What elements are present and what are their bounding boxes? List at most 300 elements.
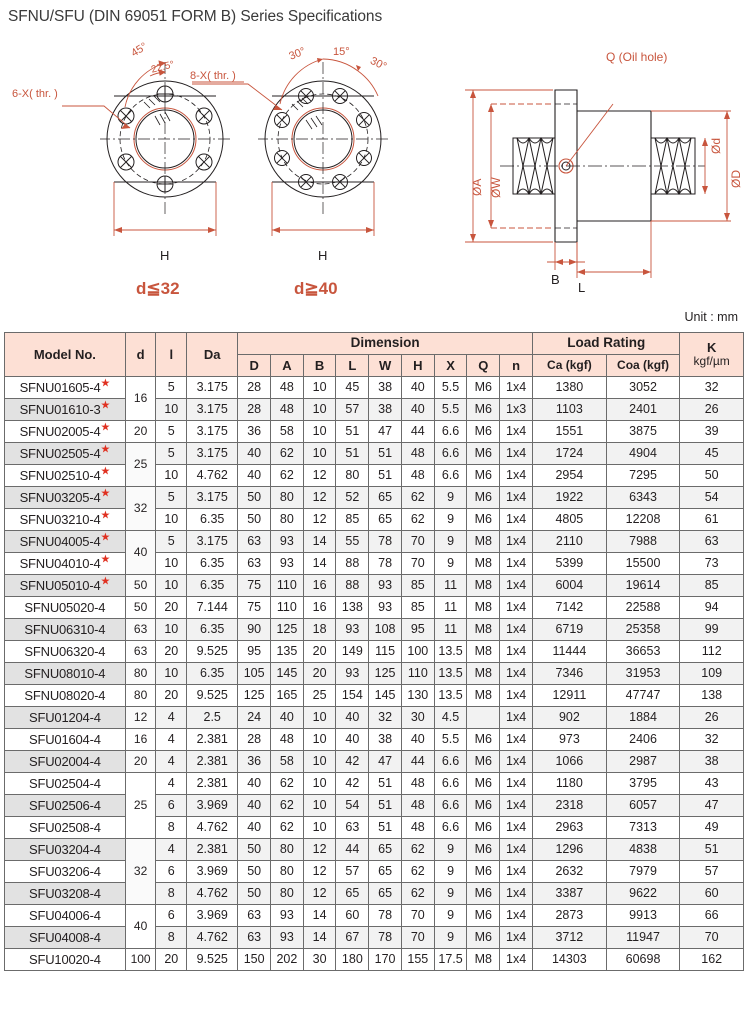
cell-k: 32 (680, 729, 744, 751)
cell-dim-x: 5.5 (434, 729, 467, 751)
cell-dim-d: 40 (238, 773, 271, 795)
cell-da: 9.525 (187, 641, 238, 663)
cell-dim-b: 12 (303, 883, 336, 905)
cell-d: 80 (125, 663, 156, 685)
table-row (5, 861, 744, 883)
cell-dim-l: 154 (336, 685, 369, 707)
cell-dim-a: 80 (271, 861, 304, 883)
table-row (5, 663, 744, 685)
cell-dim-n: 1x4 (500, 773, 533, 795)
cell-l: 4 (156, 773, 187, 795)
cell-dim-d: 24 (238, 707, 271, 729)
cell-dim-l: 42 (336, 751, 369, 773)
cell-da: 6.35 (187, 619, 238, 641)
cell-dim-q: M6 (467, 443, 500, 465)
cell-dim-n: 1x4 (500, 949, 533, 971)
cell-k: 57 (680, 861, 744, 883)
cell-dim-b: 12 (303, 487, 336, 509)
cell-dim-l: 54 (336, 795, 369, 817)
cell-dim-n: 1x4 (500, 751, 533, 773)
cell-model: SFU03204-4 (5, 839, 126, 861)
cell-model: SFNU02005-4★ (5, 421, 126, 443)
cell-dim-d: 36 (238, 751, 271, 773)
cell-dim-n: 1x4 (500, 663, 533, 685)
cell-dim-b: 18 (303, 619, 336, 641)
cell-dim-h: 48 (401, 465, 434, 487)
cell-model: SFU02504-4 (5, 773, 126, 795)
cell-dim-h: 40 (401, 377, 434, 399)
header-dim-w: W (369, 355, 402, 377)
cell-dim-q: M6 (467, 509, 500, 531)
cell-d: 25 (125, 443, 156, 487)
cell-dim-h: 110 (401, 663, 434, 685)
cell-dim-q: M6 (467, 927, 500, 949)
cell-dim-x: 6.6 (434, 817, 467, 839)
cell-da: 3.175 (187, 531, 238, 553)
table-row (5, 421, 744, 443)
table-row (5, 377, 744, 399)
cell-l: 5 (156, 487, 187, 509)
cell-l: 5 (156, 443, 187, 465)
cell-dim-w: 38 (369, 399, 402, 421)
model-star-marker: ★ (100, 553, 111, 566)
specifications-table-container (4, 332, 744, 971)
cell-dim-b: 10 (303, 795, 336, 817)
cell-dim-x: 4.5 (434, 707, 467, 729)
cell-dim-x: 6.6 (434, 751, 467, 773)
header-dim-n: n (500, 355, 533, 377)
cell-dim-h: 30 (401, 707, 434, 729)
table-row (5, 905, 744, 927)
cell-dim-l: 149 (336, 641, 369, 663)
cell-dim-b: 10 (303, 377, 336, 399)
cell-k: 109 (680, 663, 744, 685)
cell-coa: 3875 (606, 421, 680, 443)
cell-dim-l: 51 (336, 443, 369, 465)
cell-dim-d: 50 (238, 487, 271, 509)
cell-dim-x: 9 (434, 927, 467, 949)
cell-dim-l: 52 (336, 487, 369, 509)
cell-da: 3.969 (187, 905, 238, 927)
cell-l: 4 (156, 707, 187, 729)
table-row (5, 399, 744, 421)
cell-dim-a: 58 (271, 751, 304, 773)
cell-dim-l: 60 (336, 905, 369, 927)
cell-l: 6 (156, 795, 187, 817)
cell-dim-w: 32 (369, 707, 402, 729)
cell-dim-b: 10 (303, 421, 336, 443)
cell-dim-w: 78 (369, 927, 402, 949)
cell-dim-l: 85 (336, 509, 369, 531)
middle-angle-right: 30° (368, 54, 389, 74)
cell-ca: 1724 (533, 443, 607, 465)
cell-dim-n: 1x4 (500, 553, 533, 575)
cell-coa: 7988 (606, 531, 680, 553)
cell-coa: 7979 (606, 861, 680, 883)
cell-dim-q: M8 (467, 663, 500, 685)
cell-k: 162 (680, 949, 744, 971)
cell-dim-x: 13.5 (434, 663, 467, 685)
cell-coa: 15500 (606, 553, 680, 575)
cell-d: 40 (125, 905, 156, 949)
cell-coa: 12208 (606, 509, 680, 531)
cell-l: 8 (156, 883, 187, 905)
header-dimension-group: Dimension (238, 333, 533, 355)
table-row (5, 817, 744, 839)
model-star-marker: ★ (100, 465, 111, 478)
cell-dim-n: 1x4 (500, 927, 533, 949)
cell-model: SFNU04005-4★ (5, 531, 126, 553)
cell-da: 2.381 (187, 729, 238, 751)
cell-ca: 2318 (533, 795, 607, 817)
cell-dim-l: 57 (336, 861, 369, 883)
cell-dim-l: 67 (336, 927, 369, 949)
cell-dim-a: 62 (271, 773, 304, 795)
header-k (680, 333, 744, 377)
cell-ca: 3387 (533, 883, 607, 905)
model-star-marker: ★ (100, 487, 111, 500)
cell-dim-n: 1x3 (500, 399, 533, 421)
model-star-marker: ★ (100, 377, 111, 390)
cell-dim-h: 155 (401, 949, 434, 971)
cell-dim-w: 93 (369, 575, 402, 597)
cell-d: 16 (125, 377, 156, 421)
cell-dim-l: 63 (336, 817, 369, 839)
cell-dim-d: 40 (238, 795, 271, 817)
cell-model: SFU01604-4 (5, 729, 126, 751)
table-row (5, 575, 744, 597)
cell-dim-n: 1x4 (500, 377, 533, 399)
cell-dim-q: M6 (467, 751, 500, 773)
cell-dim-l: 65 (336, 883, 369, 905)
cell-da: 6.35 (187, 663, 238, 685)
cell-coa: 25358 (606, 619, 680, 641)
cell-k: 50 (680, 465, 744, 487)
cell-d: 100 (125, 949, 156, 971)
cell-dim-w: 51 (369, 465, 402, 487)
model-star-marker: ★ (100, 509, 111, 522)
cell-da: 7.144 (187, 597, 238, 619)
cell-k: 26 (680, 399, 744, 421)
cell-dim-b: 16 (303, 575, 336, 597)
cell-dim-d: 90 (238, 619, 271, 641)
left-width-dim-label: H (160, 248, 170, 263)
cell-dim-a: 48 (271, 377, 304, 399)
cell-dim-n: 1x4 (500, 817, 533, 839)
cell-ca: 11444 (533, 641, 607, 663)
header-load-ca: Ca (kgf) (533, 355, 607, 377)
cell-l: 10 (156, 663, 187, 685)
cell-dim-a: 62 (271, 817, 304, 839)
cell-dim-h: 70 (401, 553, 434, 575)
cell-l: 20 (156, 685, 187, 707)
table-row (5, 597, 744, 619)
cell-dim-h: 62 (401, 487, 434, 509)
cell-dim-x: 6.6 (434, 421, 467, 443)
cell-dim-w: 115 (369, 641, 402, 663)
cell-d: 16 (125, 729, 156, 751)
table-row (5, 509, 744, 531)
table-row (5, 531, 744, 553)
cell-coa: 7295 (606, 465, 680, 487)
cell-dim-a: 48 (271, 399, 304, 421)
cell-l: 5 (156, 421, 187, 443)
cell-dim-b: 12 (303, 861, 336, 883)
cell-k: 138 (680, 685, 744, 707)
cell-l: 4 (156, 839, 187, 861)
cell-dim-q: M8 (467, 553, 500, 575)
cell-dim-a: 93 (271, 553, 304, 575)
cell-dim-l: 80 (336, 465, 369, 487)
cell-ca: 4805 (533, 509, 607, 531)
table-header (5, 333, 744, 377)
cell-dim-h: 85 (401, 597, 434, 619)
cell-dim-a: 135 (271, 641, 304, 663)
cell-dim-d: 28 (238, 377, 271, 399)
table-row (5, 795, 744, 817)
cell-dim-q: M6 (467, 421, 500, 443)
cell-dim-b: 14 (303, 553, 336, 575)
cell-ca: 1380 (533, 377, 607, 399)
cell-dim-d: 50 (238, 839, 271, 861)
cell-dim-q: M6 (467, 377, 500, 399)
cell-dim-d: 28 (238, 729, 271, 751)
cell-dim-a: 80 (271, 839, 304, 861)
cell-ca: 6719 (533, 619, 607, 641)
cell-coa: 3795 (606, 773, 680, 795)
cell-dim-d: 95 (238, 641, 271, 663)
cell-ca: 1922 (533, 487, 607, 509)
cell-da: 2.381 (187, 773, 238, 795)
cell-dim-a: 80 (271, 883, 304, 905)
cell-dim-x: 5.5 (434, 399, 467, 421)
cell-dim-q: M8 (467, 531, 500, 553)
cell-dim-a: 165 (271, 685, 304, 707)
cell-dim-n: 1x4 (500, 641, 533, 663)
cell-coa: 60698 (606, 949, 680, 971)
cell-ca: 7142 (533, 597, 607, 619)
cell-dim-h: 100 (401, 641, 434, 663)
cell-dim-a: 110 (271, 597, 304, 619)
cell-dim-b: 10 (303, 443, 336, 465)
cell-ca: 14303 (533, 949, 607, 971)
cell-model: SFU04008-4 (5, 927, 126, 949)
cell-dim-n: 1x4 (500, 619, 533, 641)
cell-model: SFU03208-4 (5, 883, 126, 905)
cell-ca: 1551 (533, 421, 607, 443)
cell-model: SFNU06310-4 (5, 619, 126, 641)
cell-da: 4.762 (187, 927, 238, 949)
cell-ca: 2963 (533, 817, 607, 839)
cell-dim-n: 1x4 (500, 861, 533, 883)
cell-dim-d: 105 (238, 663, 271, 685)
cell-dim-a: 125 (271, 619, 304, 641)
cell-dim-w: 38 (369, 729, 402, 751)
cell-dim-d: 50 (238, 861, 271, 883)
header-da: Da (187, 333, 238, 377)
cell-da: 6.35 (187, 509, 238, 531)
cell-dim-l: 40 (336, 729, 369, 751)
cell-d: 63 (125, 619, 156, 641)
cell-dim-w: 65 (369, 883, 402, 905)
specifications-table (4, 332, 744, 971)
cell-dim-d: 40 (238, 817, 271, 839)
cell-coa: 4904 (606, 443, 680, 465)
cell-dim-b: 10 (303, 817, 336, 839)
cell-coa: 36653 (606, 641, 680, 663)
cell-k: 47 (680, 795, 744, 817)
cell-ca: 12911 (533, 685, 607, 707)
cell-dim-b: 12 (303, 839, 336, 861)
cell-dim-h: 85 (401, 575, 434, 597)
cell-k: 54 (680, 487, 744, 509)
table-row (5, 465, 744, 487)
middle-angle-left: 30° (287, 45, 308, 63)
cell-dim-h: 70 (401, 905, 434, 927)
cell-dim-x: 6.6 (434, 773, 467, 795)
table-row (5, 729, 744, 751)
cell-dim-x: 9 (434, 531, 467, 553)
cell-model: SFNU08010-4 (5, 663, 126, 685)
cell-dim-d: 63 (238, 905, 271, 927)
cell-ca: 1296 (533, 839, 607, 861)
cell-dim-w: 51 (369, 443, 402, 465)
cell-dim-q: M8 (467, 619, 500, 641)
cell-da: 3.175 (187, 421, 238, 443)
table-row (5, 949, 744, 971)
cell-k: 49 (680, 817, 744, 839)
cell-da: 2.5 (187, 707, 238, 729)
cell-dim-b: 30 (303, 949, 336, 971)
cell-dim-a: 62 (271, 795, 304, 817)
cell-k: 38 (680, 751, 744, 773)
cell-dim-q: M8 (467, 597, 500, 619)
cell-d: 25 (125, 773, 156, 839)
header-load-rating-group: Load Rating (533, 333, 680, 355)
cell-l: 20 (156, 597, 187, 619)
cell-dim-l: 88 (336, 553, 369, 575)
cell-coa: 9913 (606, 905, 680, 927)
cell-dim-h: 48 (401, 773, 434, 795)
header-dim-a: A (271, 355, 304, 377)
header-dim-x: X (434, 355, 467, 377)
cell-dim-w: 170 (369, 949, 402, 971)
cell-ca: 3712 (533, 927, 607, 949)
left-angle-inner: 22.5° (150, 59, 176, 76)
cell-l: 10 (156, 575, 187, 597)
cell-dim-n: 1x4 (500, 531, 533, 553)
cell-model: SFNU01605-4★ (5, 377, 126, 399)
cell-d: 50 (125, 575, 156, 597)
cell-dim-x: 9 (434, 905, 467, 927)
cell-dim-x: 17.5 (434, 949, 467, 971)
cell-coa: 2987 (606, 751, 680, 773)
cell-model: SFNU01610-3★ (5, 399, 126, 421)
cell-model: SFU02506-4 (5, 795, 126, 817)
cell-dim-d: 50 (238, 883, 271, 905)
middle-leader-line (190, 80, 290, 130)
cell-dim-d: 75 (238, 597, 271, 619)
cell-dim-b: 10 (303, 707, 336, 729)
cell-ca: 6004 (533, 575, 607, 597)
cell-dim-x: 9 (434, 839, 467, 861)
cell-l: 10 (156, 553, 187, 575)
table-row (5, 839, 744, 861)
cell-dim-w: 51 (369, 817, 402, 839)
model-star-marker: ★ (100, 531, 111, 544)
table-row (5, 487, 744, 509)
cell-dim-d: 63 (238, 553, 271, 575)
page-title: SFNU/SFU (DIN 69051 FORM B) Series Specifications (8, 8, 383, 25)
cell-dim-l: 42 (336, 773, 369, 795)
cell-dim-x: 5.5 (434, 377, 467, 399)
cell-dim-d: 75 (238, 575, 271, 597)
middle-thread-label: 8-X( thr. ) (190, 70, 236, 82)
cell-dim-q: M6 (467, 729, 500, 751)
cell-l: 6 (156, 861, 187, 883)
cell-model: SFNU03210-4★ (5, 509, 126, 531)
cell-coa: 6343 (606, 487, 680, 509)
header-load-coa: Coa (kgf) (606, 355, 680, 377)
cell-dim-q: M6 (467, 487, 500, 509)
cell-dim-d: 40 (238, 465, 271, 487)
cell-dim-h: 62 (401, 509, 434, 531)
cell-da: 3.175 (187, 377, 238, 399)
cell-da: 3.969 (187, 861, 238, 883)
cell-da: 4.762 (187, 465, 238, 487)
cell-dim-b: 12 (303, 509, 336, 531)
cell-da: 4.762 (187, 817, 238, 839)
cell-coa: 11947 (606, 927, 680, 949)
cell-dim-a: 110 (271, 575, 304, 597)
cell-k: 66 (680, 905, 744, 927)
cell-l: 5 (156, 531, 187, 553)
cell-dim-q: M6 (467, 839, 500, 861)
cell-model: SFNU08020-4 (5, 685, 126, 707)
cell-dim-q: M8 (467, 575, 500, 597)
cell-dim-q: M6 (467, 861, 500, 883)
cell-coa: 19614 (606, 575, 680, 597)
cell-dim-d: 63 (238, 927, 271, 949)
cell-ca: 2632 (533, 861, 607, 883)
cell-dim-h: 40 (401, 399, 434, 421)
cell-dim-a: 93 (271, 531, 304, 553)
cell-dim-l: 40 (336, 707, 369, 729)
cell-dim-l: 88 (336, 575, 369, 597)
cell-dim-l: 44 (336, 839, 369, 861)
cell-l: 20 (156, 949, 187, 971)
cell-dim-w: 145 (369, 685, 402, 707)
cell-dim-x: 13.5 (434, 685, 467, 707)
cell-da: 9.525 (187, 949, 238, 971)
cell-model: SFU02004-4 (5, 751, 126, 773)
cell-l: 10 (156, 465, 187, 487)
model-star-marker: ★ (100, 575, 111, 588)
cell-d: 50 (125, 597, 156, 619)
cell-dim-x: 9 (434, 553, 467, 575)
technical-drawings (0, 36, 748, 308)
cell-dim-b: 25 (303, 685, 336, 707)
model-star-marker: ★ (100, 421, 111, 434)
cell-d: 40 (125, 531, 156, 575)
cell-dim-q: M6 (467, 795, 500, 817)
header-model: Model No. (5, 333, 126, 377)
cell-da: 4.762 (187, 883, 238, 905)
cell-dim-l: 180 (336, 949, 369, 971)
cell-dim-q: M6 (467, 465, 500, 487)
model-star-marker: ★ (100, 443, 111, 456)
cell-dim-w: 78 (369, 553, 402, 575)
